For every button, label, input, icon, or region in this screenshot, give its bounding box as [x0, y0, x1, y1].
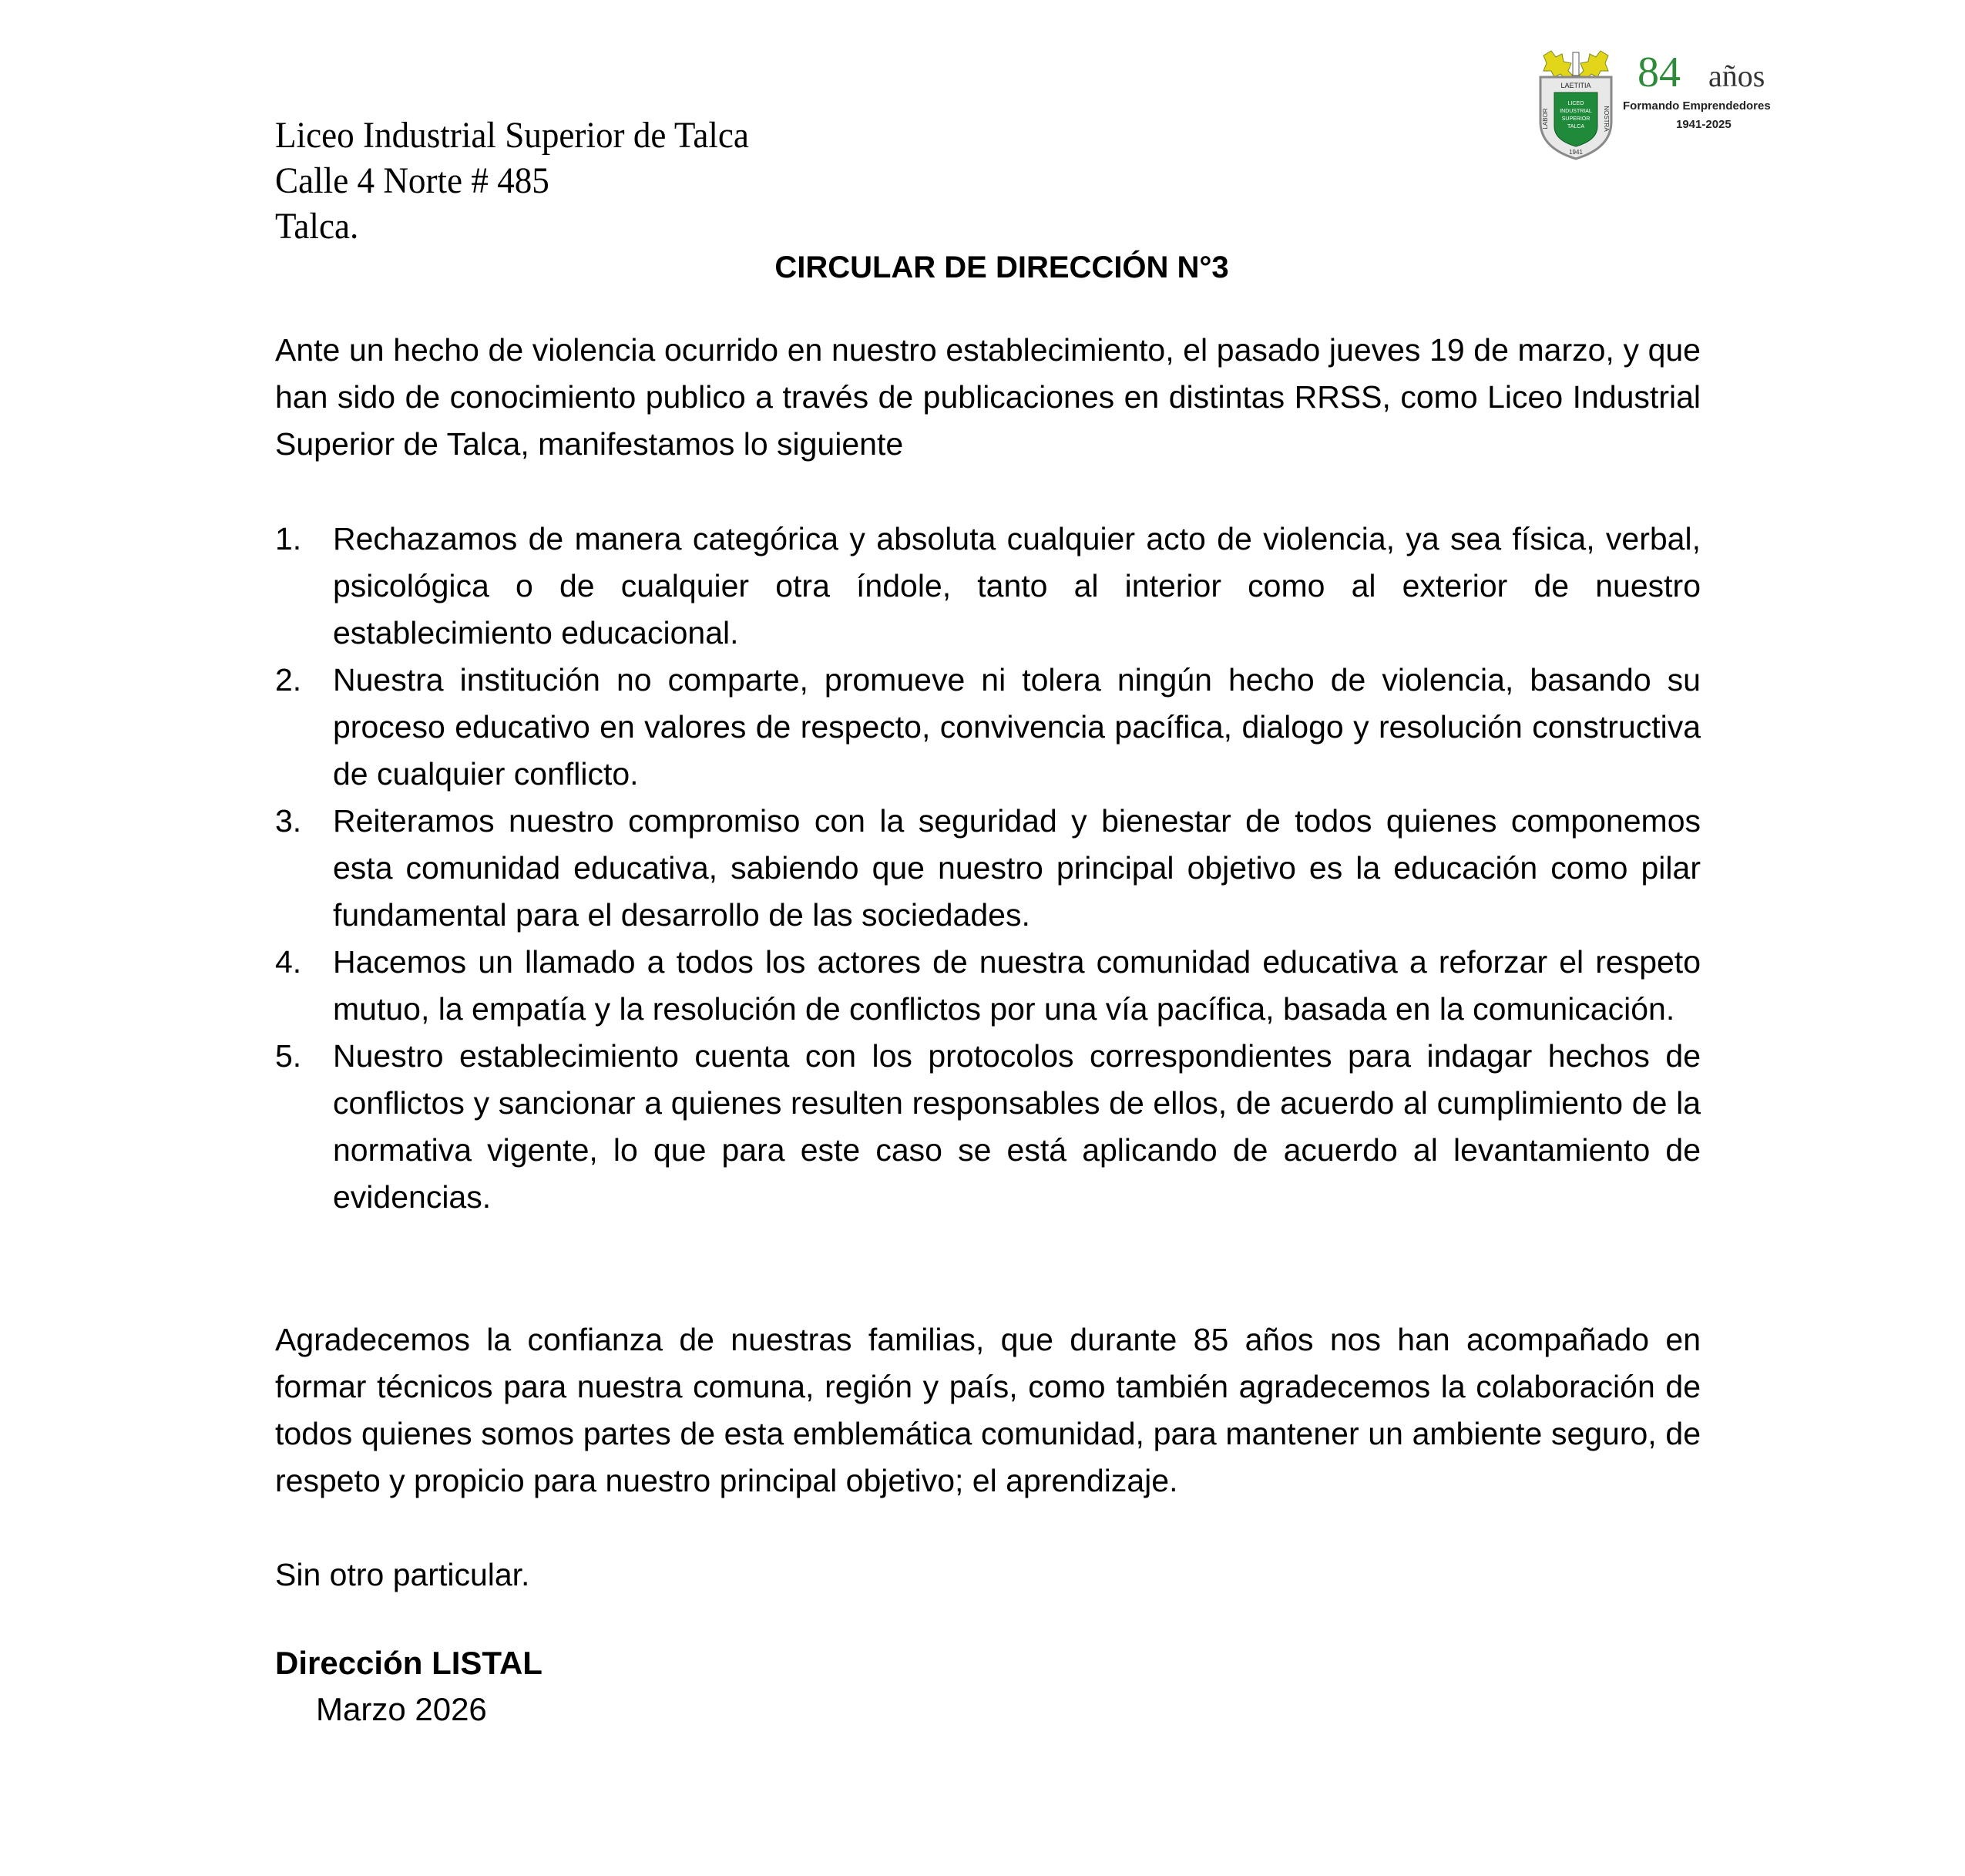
city: Talca.	[275, 206, 359, 247]
list-item	[275, 1033, 1701, 1221]
list-item-number: 2.	[275, 662, 302, 698]
institution-name: Liceo Industrial Superior de Talca	[275, 115, 749, 156]
svg-text:NOSTRA: NOSTRA	[1603, 106, 1610, 132]
list-item	[275, 798, 1701, 939]
intro-paragraph: Ante un hecho de violencia ocurrido en nuestro establecimiento, el pasado jueves 19 de marzo, y que han sido de conocimiento publico a través de publicaciones en distintas RRSS, como Liceo Industrial Superior de Talca, manifestamos lo siguiente	[275, 332, 1701, 462]
school-crest-icon	[1537, 48, 1614, 160]
logo-years: 1941-2025	[1676, 118, 1732, 131]
list-item	[275, 516, 1701, 657]
anniversary-number: 84	[1638, 49, 1681, 96]
document-title: CIRCULAR DE DIRECCIÓN N°3	[774, 250, 1229, 284]
svg-text:INDUSTRIAL: INDUSTRIAL	[1560, 109, 1592, 114]
list-item-text: Nuestro establecimiento cuenta con los protocolos correspondientes para indagar hechos de conflictos y sancionar a quienes resulten responsables de ellos, de acuerdo al cumplimiento de la normativa vigente, lo que para este caso se está aplicando de acuerdo al levantamiento de evidencias.	[333, 1038, 1701, 1215]
list-item	[275, 657, 1701, 798]
svg-text:LABOR: LABOR	[1542, 108, 1549, 129]
list-item-text: Reiteramos nuestro compromiso con la seguridad y bienestar de todos quienes componemos esta comunidad educativa, sabiendo que nuestro principal objetivo es la educación como pilar fundamental para el desarrollo de las sociedades.	[333, 803, 1701, 933]
points-list	[275, 516, 1701, 1221]
svg-text:SUPERIOR: SUPERIOR	[1561, 116, 1590, 122]
closing-paragraph: Agradecemos la confianza de nuestras familias, que durante 85 años nos han acompañado en formar técnicos para nuestra comuna, región y país, como también agradecemos la colaboración de todos quienes somos partes de esta emblemática comunidad, para mantener un ambiente seguro, de respeto y propicio para nuestro principal objetivo; el aprendizaje.	[275, 1322, 1701, 1498]
list-item-text: Hacemos un llamado a todos los actores de nuestra comunidad educativa a reforzar el respeto mutuo, la empatía y la resolución de conflictos por una vía pacífica, basada en la comunicación.	[333, 944, 1701, 1027]
school-logo-block	[1537, 48, 1830, 163]
list-item-number: 5.	[275, 1038, 302, 1074]
list-item-number: 4.	[275, 944, 302, 980]
svg-text:1941: 1941	[1569, 149, 1583, 156]
sender-address-block	[275, 113, 779, 249]
svg-text:TALCA: TALCA	[1567, 124, 1585, 129]
list-item	[275, 939, 1701, 1033]
street-address: Calle 4 Norte # 485	[275, 160, 549, 201]
list-item-text: Nuestra institución no comparte, promueve ni tolera ningún hecho de violencia, basando su proceso educativo en valores de respecto, convivencia pacífica, dialogo y resolución constructiva de cualquier conflicto.	[333, 662, 1701, 792]
svg-text:LAETITIA: LAETITIA	[1560, 82, 1591, 89]
sign-off: Sin otro particular.	[275, 1557, 530, 1592]
logo-slogan: Formando Emprendedores	[1623, 99, 1771, 113]
svg-text:LICEO: LICEO	[1567, 101, 1584, 106]
anniversary-word: años	[1708, 59, 1765, 93]
document-date: Marzo 2026	[316, 1691, 487, 1727]
list-item-number: 3.	[275, 803, 302, 839]
list-item-text: Rechazamos de manera categórica y absoluta cualquier acto de violencia, ya sea física, verbal, psicológica o de cualquier otra índole, tanto al interior como al exterior de nuestro establecimiento educacional.	[333, 521, 1701, 651]
list-item-number: 1.	[275, 521, 302, 556]
signature: Dirección LISTAL	[275, 1645, 542, 1681]
